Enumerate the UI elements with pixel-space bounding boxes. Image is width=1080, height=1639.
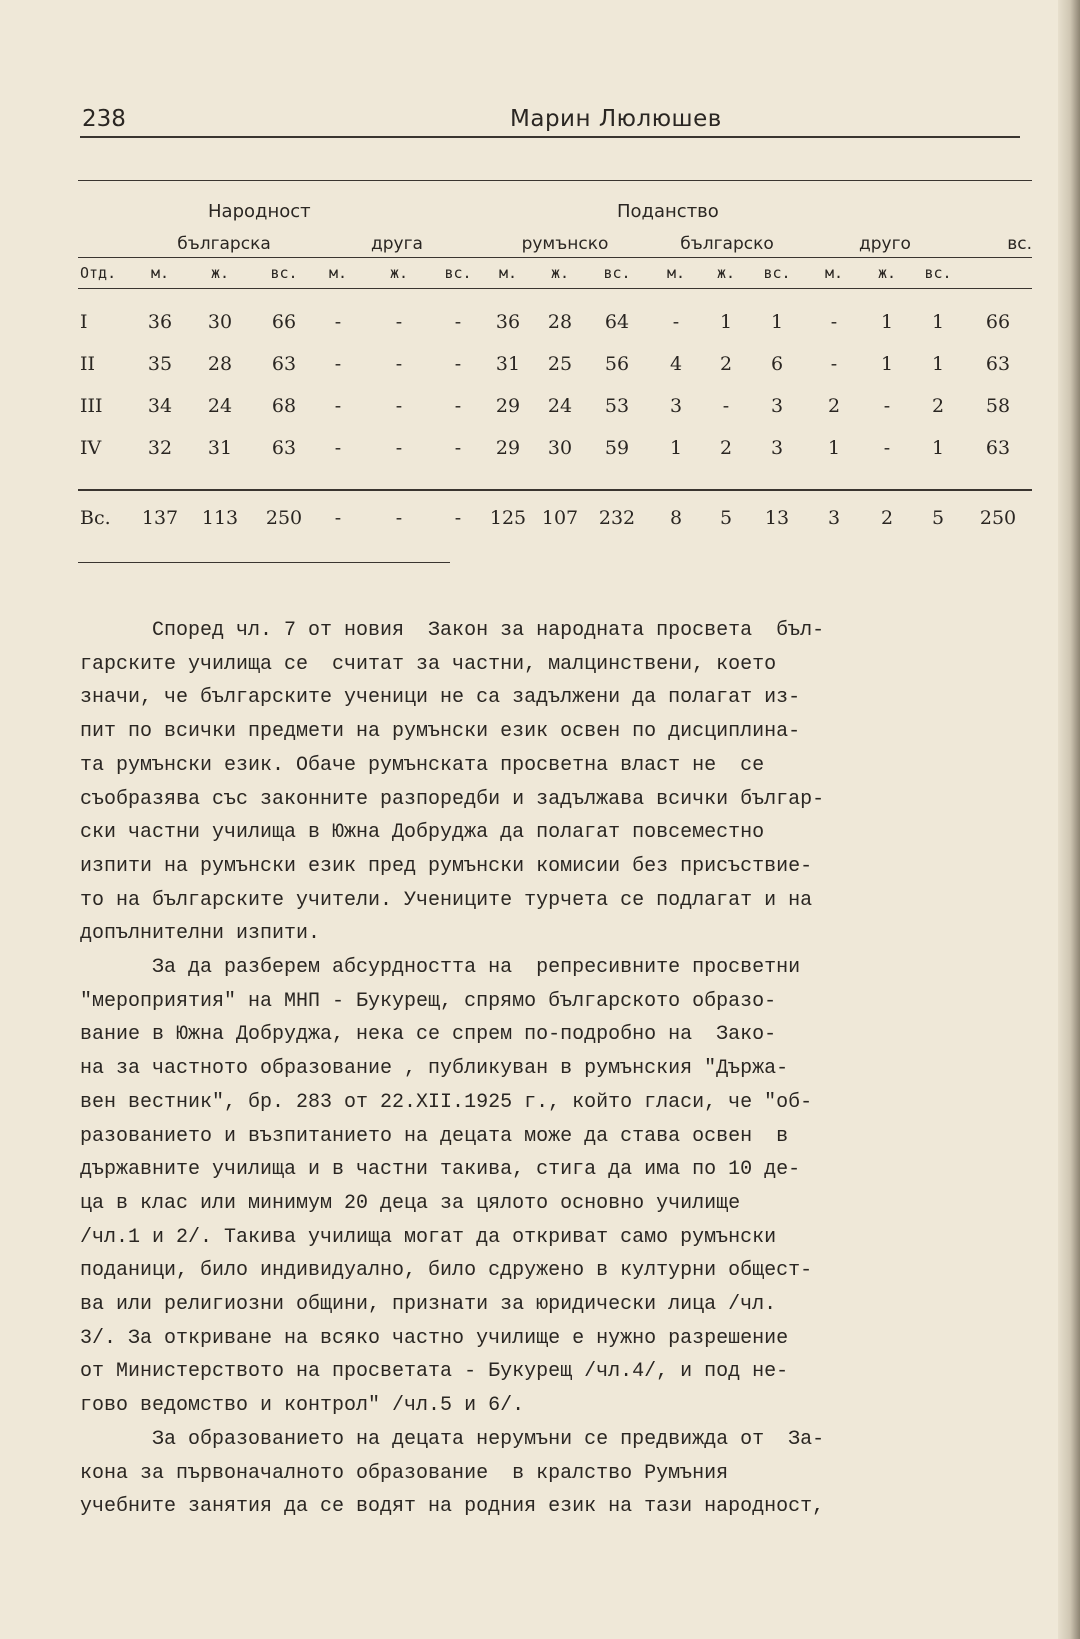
total-cell: 3 xyxy=(827,507,841,529)
body-line: 3/. За откриване на всяко частно училище е нужно разрешение xyxy=(80,1326,789,1350)
table-cell: 4 xyxy=(669,353,683,375)
table-row xyxy=(78,301,1032,343)
table-cell: - xyxy=(454,437,462,459)
column-header: Отд. xyxy=(78,258,136,289)
total-cell: 2 xyxy=(880,507,894,529)
table-cell: 36 xyxy=(147,311,173,333)
table-cell: 2 xyxy=(827,395,841,417)
table-cell: 28 xyxy=(207,353,233,375)
body-line: кона за първоначалното образование в кралство Румъния xyxy=(80,1461,729,1485)
total-cell: - xyxy=(454,507,462,529)
other-nationality-header: друга xyxy=(312,231,482,258)
table-total-rule xyxy=(78,469,1032,490)
body-line: "мероприятия" на МНП - Букурещ, спрямо българското образо- xyxy=(80,989,777,1013)
table-cell: 63 xyxy=(271,353,297,375)
body-line: държавните училища и в частни такива, стига да има по 10 де- xyxy=(80,1158,801,1182)
table-cell: 2 xyxy=(719,437,733,459)
column-header xyxy=(964,258,1032,289)
table-cell: - xyxy=(395,395,403,417)
table-cell: - xyxy=(883,395,891,417)
body-line: на за частното образование , публикуван в румънския "Държа- xyxy=(80,1057,789,1081)
body-line: вание в Южна Добруджа, нека се спрем по-подробно на Зако- xyxy=(80,1023,777,1047)
table-cell: - xyxy=(830,353,838,375)
total-cell: - xyxy=(334,507,342,529)
table-end-rule xyxy=(78,562,450,563)
total-cell: 107 xyxy=(541,507,579,529)
table-cell: 28 xyxy=(547,311,573,333)
table-cell: 1 xyxy=(880,311,894,333)
table-cell: - xyxy=(454,311,462,333)
table-cell: 1 xyxy=(669,437,683,459)
column-header: м. xyxy=(136,258,184,289)
table-cell: 63 xyxy=(985,353,1011,375)
other-citizenship-header: друго xyxy=(806,231,964,258)
body-line: то на българските учители. Учениците турчета се подлагат и на xyxy=(80,888,813,912)
table-row xyxy=(78,427,1032,469)
body-line: изпити на румънски език пред румънски комисии без присъствие- xyxy=(80,854,813,878)
total-cell: 5 xyxy=(931,507,945,529)
table-row xyxy=(78,385,1032,427)
table-cell: 3 xyxy=(770,437,784,459)
table-cell: 25 xyxy=(547,353,573,375)
body-line: ва или религиозни общини, признати за юридически лица /чл. xyxy=(80,1293,777,1317)
column-header: вс. xyxy=(256,258,312,289)
column-header: вс. xyxy=(586,258,648,289)
body-line: Според чл. 7 от новия Закон за народната просвета бъл- xyxy=(80,619,825,642)
table-cell: 2 xyxy=(931,395,945,417)
table-cell: 3 xyxy=(669,395,683,417)
bulgarian-nationality-header: българска xyxy=(136,231,312,258)
total-header: вс. xyxy=(964,231,1032,258)
body-line: За да разберем абсурдността на репресивните просветни xyxy=(80,956,801,980)
total-cell: 137 xyxy=(141,507,179,529)
table-cell: - xyxy=(334,311,342,333)
table-cell: - xyxy=(334,353,342,375)
column-header: вс. xyxy=(434,258,482,289)
body-line: гово ведомство и контрол" /чл.5 и 6/. xyxy=(80,1394,525,1418)
table-cell: - xyxy=(334,395,342,417)
column-header: вс. xyxy=(912,258,964,289)
body-line: значи, че българските ученици не са задължени да полагат из- xyxy=(80,686,801,710)
table-top-rule xyxy=(78,181,1032,192)
table-cell: 30 xyxy=(547,437,573,459)
table-cell: 59 xyxy=(604,437,630,459)
table-cell: IV xyxy=(80,437,102,459)
body-line: разованието и възпитанието на децата може да става освен в xyxy=(80,1124,789,1148)
table-cell: 56 xyxy=(604,353,630,375)
column-header: м. xyxy=(648,258,704,289)
table-cell: 31 xyxy=(207,437,233,459)
total-cell: 125 xyxy=(489,507,527,529)
body-line: За образованието на децата нерумъни се предвижда от За- xyxy=(80,1427,825,1451)
column-header: ж. xyxy=(862,258,912,289)
column-header: ж. xyxy=(184,258,256,289)
table-cell: 1 xyxy=(827,437,841,459)
body-line: пит по всички предмети на румънски език освен по дисциплина- xyxy=(80,720,801,744)
table-cell: - xyxy=(334,437,342,459)
bulgarian-citizenship-header: българско xyxy=(648,231,806,258)
body-line: съобразява със законните разпоредби и задължава всички българ- xyxy=(80,787,825,811)
table-cell: - xyxy=(395,353,403,375)
body-line: гарските училища се считат за частни, малцинствени, което xyxy=(80,652,777,676)
table-cell: - xyxy=(395,437,403,459)
total-cell: 5 xyxy=(719,507,733,529)
table-cell: 29 xyxy=(495,395,521,417)
statistics-table xyxy=(78,180,1032,545)
table-cell: 66 xyxy=(271,311,297,333)
column-header: вс. xyxy=(748,258,806,289)
table-total-row xyxy=(78,490,1032,545)
table-cell: - xyxy=(830,311,838,333)
table-cell: 66 xyxy=(985,311,1011,333)
body-text xyxy=(80,614,1025,1524)
body-line: ца в клас или минимум 20 деца за цялото основно училище xyxy=(80,1191,741,1215)
table-column-header-row xyxy=(78,258,1032,289)
running-title: Марин Люлюшев xyxy=(510,106,722,132)
table-cell: 63 xyxy=(985,437,1011,459)
table-cell: - xyxy=(454,353,462,375)
table-group-header-row xyxy=(78,191,1032,231)
page-number: 238 xyxy=(82,106,126,132)
total-cell: - xyxy=(395,507,403,529)
total-cell: 8 xyxy=(669,507,683,529)
table-cell: 53 xyxy=(604,395,630,417)
table-cell: 64 xyxy=(604,311,630,333)
body-line: учебните занятия да се водят на родния език на тази народност, xyxy=(80,1495,825,1519)
table-cell: 1 xyxy=(770,311,784,333)
table-cell: 35 xyxy=(147,353,173,375)
column-header: м. xyxy=(806,258,862,289)
table-cell: 29 xyxy=(495,437,521,459)
table-cell: 31 xyxy=(495,353,521,375)
total-cell: 13 xyxy=(764,507,790,529)
table-cell: I xyxy=(80,311,88,333)
table-cell: 58 xyxy=(985,395,1011,417)
body-line: /чл.1 и 2/. Такива училища могат да откриват само румънски xyxy=(80,1225,777,1249)
nationality-header: Народност xyxy=(208,200,311,222)
total-cell: 250 xyxy=(265,507,303,529)
column-header: м. xyxy=(482,258,534,289)
total-cell: Вс. xyxy=(80,507,111,529)
table-row xyxy=(78,343,1032,385)
table-sub-header-row xyxy=(78,231,1032,258)
table-cell: III xyxy=(80,395,103,417)
table-cell: 1 xyxy=(931,437,945,459)
page-edge-shadow xyxy=(1058,0,1080,1639)
table-cell: 36 xyxy=(495,311,521,333)
table-cell: 68 xyxy=(271,395,297,417)
body-line: поданици, било индивидуално, било сдружено в културни общест- xyxy=(80,1259,813,1283)
table-cell: 63 xyxy=(271,437,297,459)
table-cell: 1 xyxy=(880,353,894,375)
table-cell: 34 xyxy=(147,395,173,417)
table-cell: 1 xyxy=(931,311,945,333)
table-cell: - xyxy=(672,311,680,333)
column-header: м. xyxy=(312,258,364,289)
body-line: вен вестник", бр. 283 от 22.XII.1925 г., който гласи, че "об- xyxy=(80,1090,813,1114)
table-cell: 1 xyxy=(719,311,733,333)
column-header: ж. xyxy=(364,258,434,289)
citizenship-header: Поданство xyxy=(617,200,719,222)
table-cell: - xyxy=(722,395,730,417)
total-cell: 250 xyxy=(979,507,1017,529)
body-line: допълнителни изпити. xyxy=(80,922,321,946)
table-cell: 30 xyxy=(207,311,233,333)
table-cell: 6 xyxy=(770,353,784,375)
body-line: ски частни училища в Южна Добруджа да полагат повсеместно xyxy=(80,821,765,845)
body-line: та румънски език. Обаче румънската просветна власт не се xyxy=(80,753,765,777)
total-cell: 113 xyxy=(201,507,239,529)
table-cell: - xyxy=(454,395,462,417)
table-cell: - xyxy=(883,437,891,459)
table-cell: 24 xyxy=(207,395,233,417)
table-cell: 24 xyxy=(547,395,573,417)
column-header: ж. xyxy=(704,258,748,289)
body-line: от Министерството на просветата - Букурещ /чл.4/, и под не- xyxy=(80,1360,789,1384)
table-cell: 32 xyxy=(147,437,173,459)
table-cell: - xyxy=(395,311,403,333)
table-cell: 2 xyxy=(719,353,733,375)
table-cell: 3 xyxy=(770,395,784,417)
romanian-citizenship-header: румънско xyxy=(482,231,648,258)
column-header: ж. xyxy=(534,258,586,289)
table-cell: 1 xyxy=(931,353,945,375)
total-cell: 232 xyxy=(598,507,636,529)
table-cell: II xyxy=(80,353,96,375)
page-header xyxy=(80,104,1020,138)
